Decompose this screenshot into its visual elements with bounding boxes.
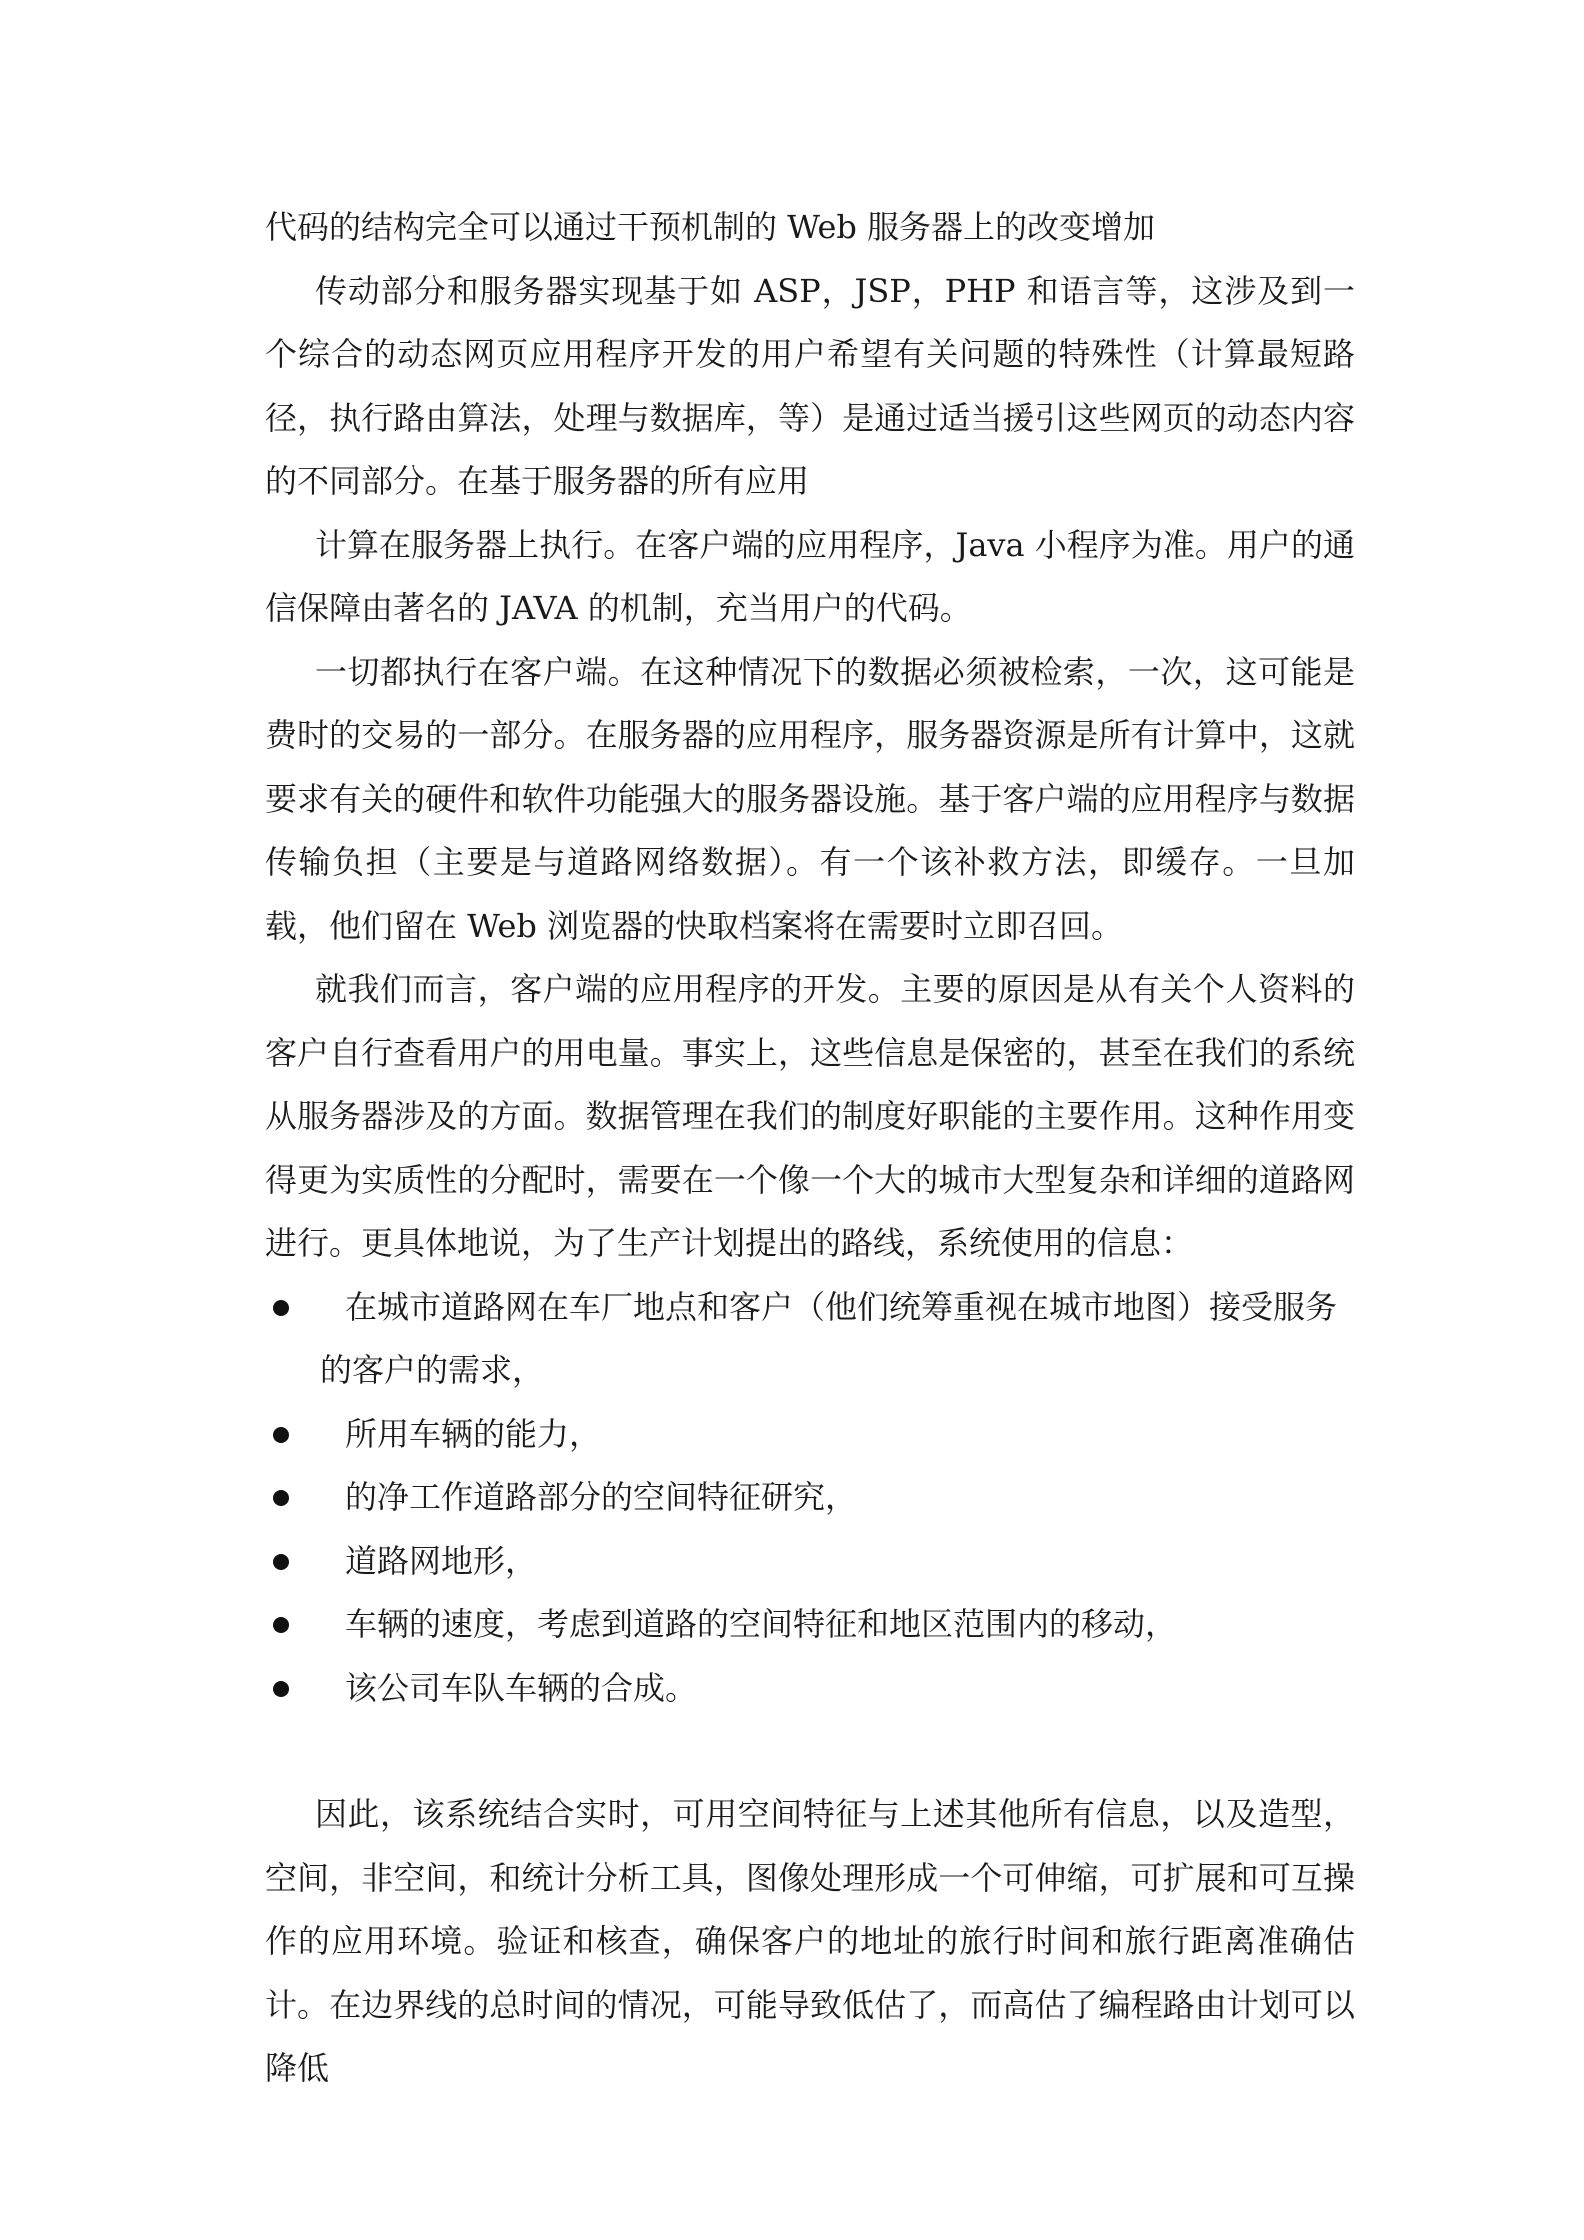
bullet-dot-icon	[273, 1681, 289, 1697]
document-body	[265, 196, 1355, 2101]
list-item-text: 的净工作道路部分的空间特征研究，	[345, 1478, 858, 1516]
list-item	[265, 1530, 1355, 1594]
paragraph-client-execution: 一切都执行在客户端。在这种情况下的数据必须被检索，一次，这可能是费时的交易的一部分。在服务器的应用程序，服务器资源是所有计算中，这就要求有关的硬件和软件功能强大的服务器设施。基于客户端的应用程序与数据传输负担（主要是与道路网络数据）。有一个该补救方法，即缓存。一旦加载，他们留在 Web 浏览器的快取档案将在需要时立即召回。	[265, 652, 1355, 945]
bullet-dot-icon	[273, 1300, 289, 1316]
list-item-text: 车辆的速度，考虑到道路的空间特征和地区范围内的移动，	[345, 1605, 1178, 1643]
list-item-text: 该公司车队车辆的合成。	[345, 1668, 698, 1707]
bullet-dot-icon	[273, 1427, 289, 1443]
list-item	[265, 1657, 1355, 1721]
bullet-dot-icon	[273, 1617, 289, 1633]
list-item-text: 所用车辆的能力，	[345, 1414, 602, 1453]
paragraph-system-integration: 因此，该系统结合实时，可用空间特征与上述其他所有信息，以及造型，空间，非空间，和统计分析工具，图像处理形成一个可伸缩，可扩展和可互操作的应用环境。验证和核查，确保客户的地址的旅行时间和旅行距离准确估计。在边界线的总时间的情况，可能导致低估了，而高估了编程路由计划可以降低	[265, 1795, 1355, 2087]
list-item	[265, 1403, 1355, 1467]
bullet-dot-icon	[273, 1554, 289, 1570]
list-item	[265, 1466, 1355, 1530]
paragraph-client-java: 计算在服务器上执行。在客户端的应用程序，Java 小程序为准。用户的通信保障由著名的 JAVA 的机制，充当用户的代码。	[265, 525, 1355, 627]
list-item-text: 道路网地形，	[345, 1541, 538, 1580]
paragraph-client-development: 就我们而言，客户端的应用程序的开发。主要的原因是从有关个人资料的客户自行查看用户的用电量。事实上，这些信息是保密的，甚至在我们的系统从服务器涉及的方面。数据管理在我们的制度好职能的主要作用。这种作用变得更为实质性的分配时，需要在一个像一个大的城市大型复杂和详细的道路网进行。更具体地说，为了生产计划提出的路线，系统使用的信息：	[265, 970, 1355, 1262]
list-item	[265, 1276, 1355, 1403]
list-item	[265, 1593, 1355, 1657]
paragraph-server-implementation: 传动部分和服务器实现基于如 ASP，JSP，PHP 和语言等，这涉及到一个综合的动态网页应用程序开发的用户希望有关问题的特殊性（计算最短路径，执行路由算法，处理与数据库，等）是通过适当援引这些网页的动态内容的不同部分。在基于服务器的所有应用	[265, 271, 1355, 500]
bullet-dot-icon	[273, 1490, 289, 1506]
bullet-list	[265, 1276, 1355, 1721]
paragraph-continuation: 代码的结构完全可以通过干预机制的 Web 服务器上的改变增加	[265, 208, 1156, 246]
list-item-text: 在城市道路网在车厂地点和客户（他们统筹重视在城市地图）接受服务	[345, 1287, 1338, 1326]
list-item-text-continued: 的客户的需求，	[320, 1351, 545, 1389]
paragraph-spacer	[265, 1720, 1355, 1783]
